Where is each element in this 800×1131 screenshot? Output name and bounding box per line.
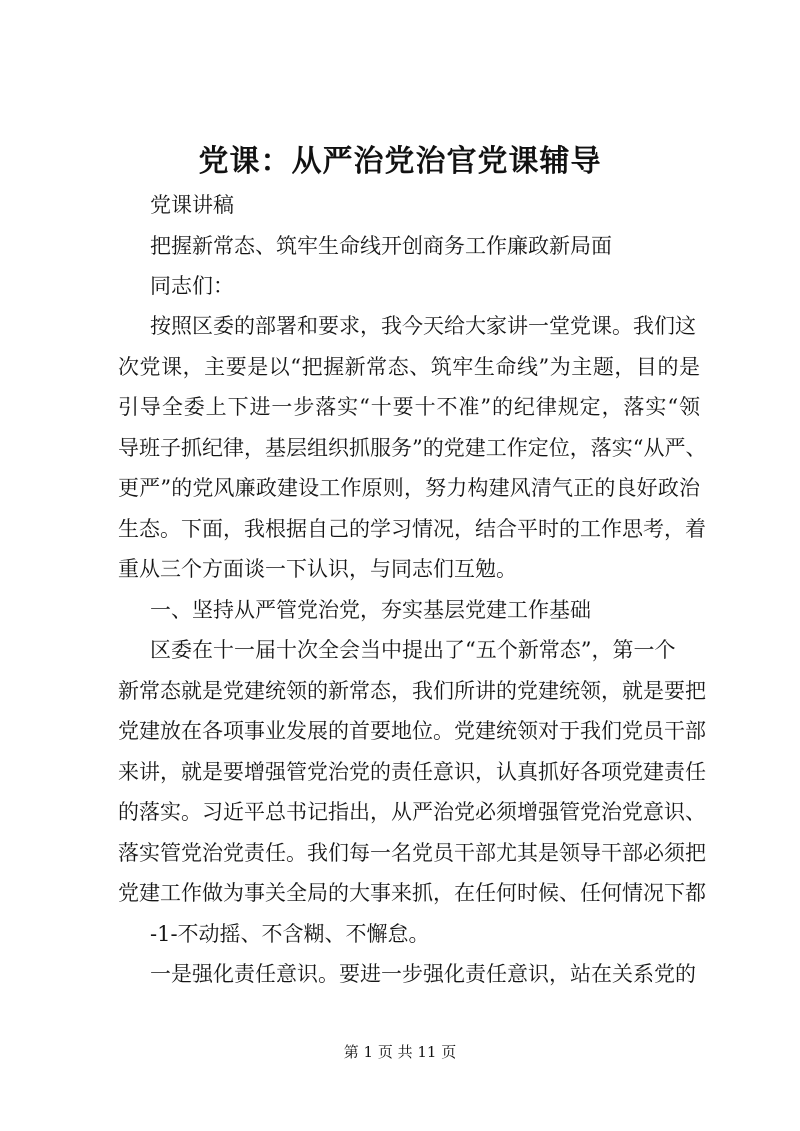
paragraph-line: 党建放在各项事业发展的首要地位。党建统领对于我们党员干部 bbox=[118, 719, 706, 743]
paragraph-line: 重从三个方面谈一下认识，与同志们互勉。 bbox=[118, 557, 517, 581]
paragraph-line: 次党课，主要是以“把握新常态、筑牢生命线”为主题，目的是 bbox=[118, 355, 700, 379]
paragraph-line: 引导全委上下进一步落实“十要十不准”的纪律规定，落实“领 bbox=[118, 395, 700, 419]
paragraph-line: -1-不动摇、不含糊、不懈怠。 bbox=[150, 922, 430, 946]
paragraph-line: 落实管党治党责任。我们每一名党员干部尤其是领导干部必须把 bbox=[118, 841, 706, 865]
section-heading: 一、坚持从严管党治党，夯实基层党建工作基础 bbox=[150, 598, 591, 622]
document-title: 党课：从严治党治官党课辅导 bbox=[198, 144, 602, 179]
line-salutation: 同志们： bbox=[150, 274, 234, 298]
paragraph-line: 导班子抓纪律，基层组织抓服务”的党建工作定位，落实“从严、 bbox=[118, 436, 707, 460]
paragraph-line: 更严”的党风廉政建设工作原则，努力构建风清气正的良好政治 bbox=[118, 476, 700, 500]
line-topic: 把握新常态、筑牢生命线开创商务工作廉政新局面 bbox=[150, 234, 612, 258]
paragraph-line: 来讲，就是要增强管党治党的责任意识，认真抓好各项党建责任 bbox=[118, 760, 706, 784]
paragraph-line: 一是强化责任意识。要进一步强化责任意识，站在关系党的 bbox=[150, 962, 696, 986]
paragraph-line: 党建工作做为事关全局的大事来抓，在任何时候、任何情况下都 bbox=[118, 881, 706, 905]
paragraph-line: 生态。下面，我根据自己的学习情况，结合平时的工作思考，着 bbox=[118, 517, 706, 541]
paragraph-line: 区委在十一届十次全会当中提出了“五个新常态”，第一个 bbox=[150, 638, 676, 662]
paragraph-line: 按照区委的部署和要求，我今天给大家讲一堂党课。我们这 bbox=[150, 314, 696, 338]
paragraph-line: 的落实。习近平总书记指出，从严治党必须增强管党治党意识、 bbox=[118, 800, 706, 824]
page-footer: 第 1 页 共 11 页 bbox=[343, 1043, 457, 1061]
paragraph-line: 新常态就是党建统领的新常态，我们所讲的党建统领，就是要把 bbox=[118, 679, 706, 703]
line-subtitle: 党课讲稿 bbox=[150, 193, 234, 217]
